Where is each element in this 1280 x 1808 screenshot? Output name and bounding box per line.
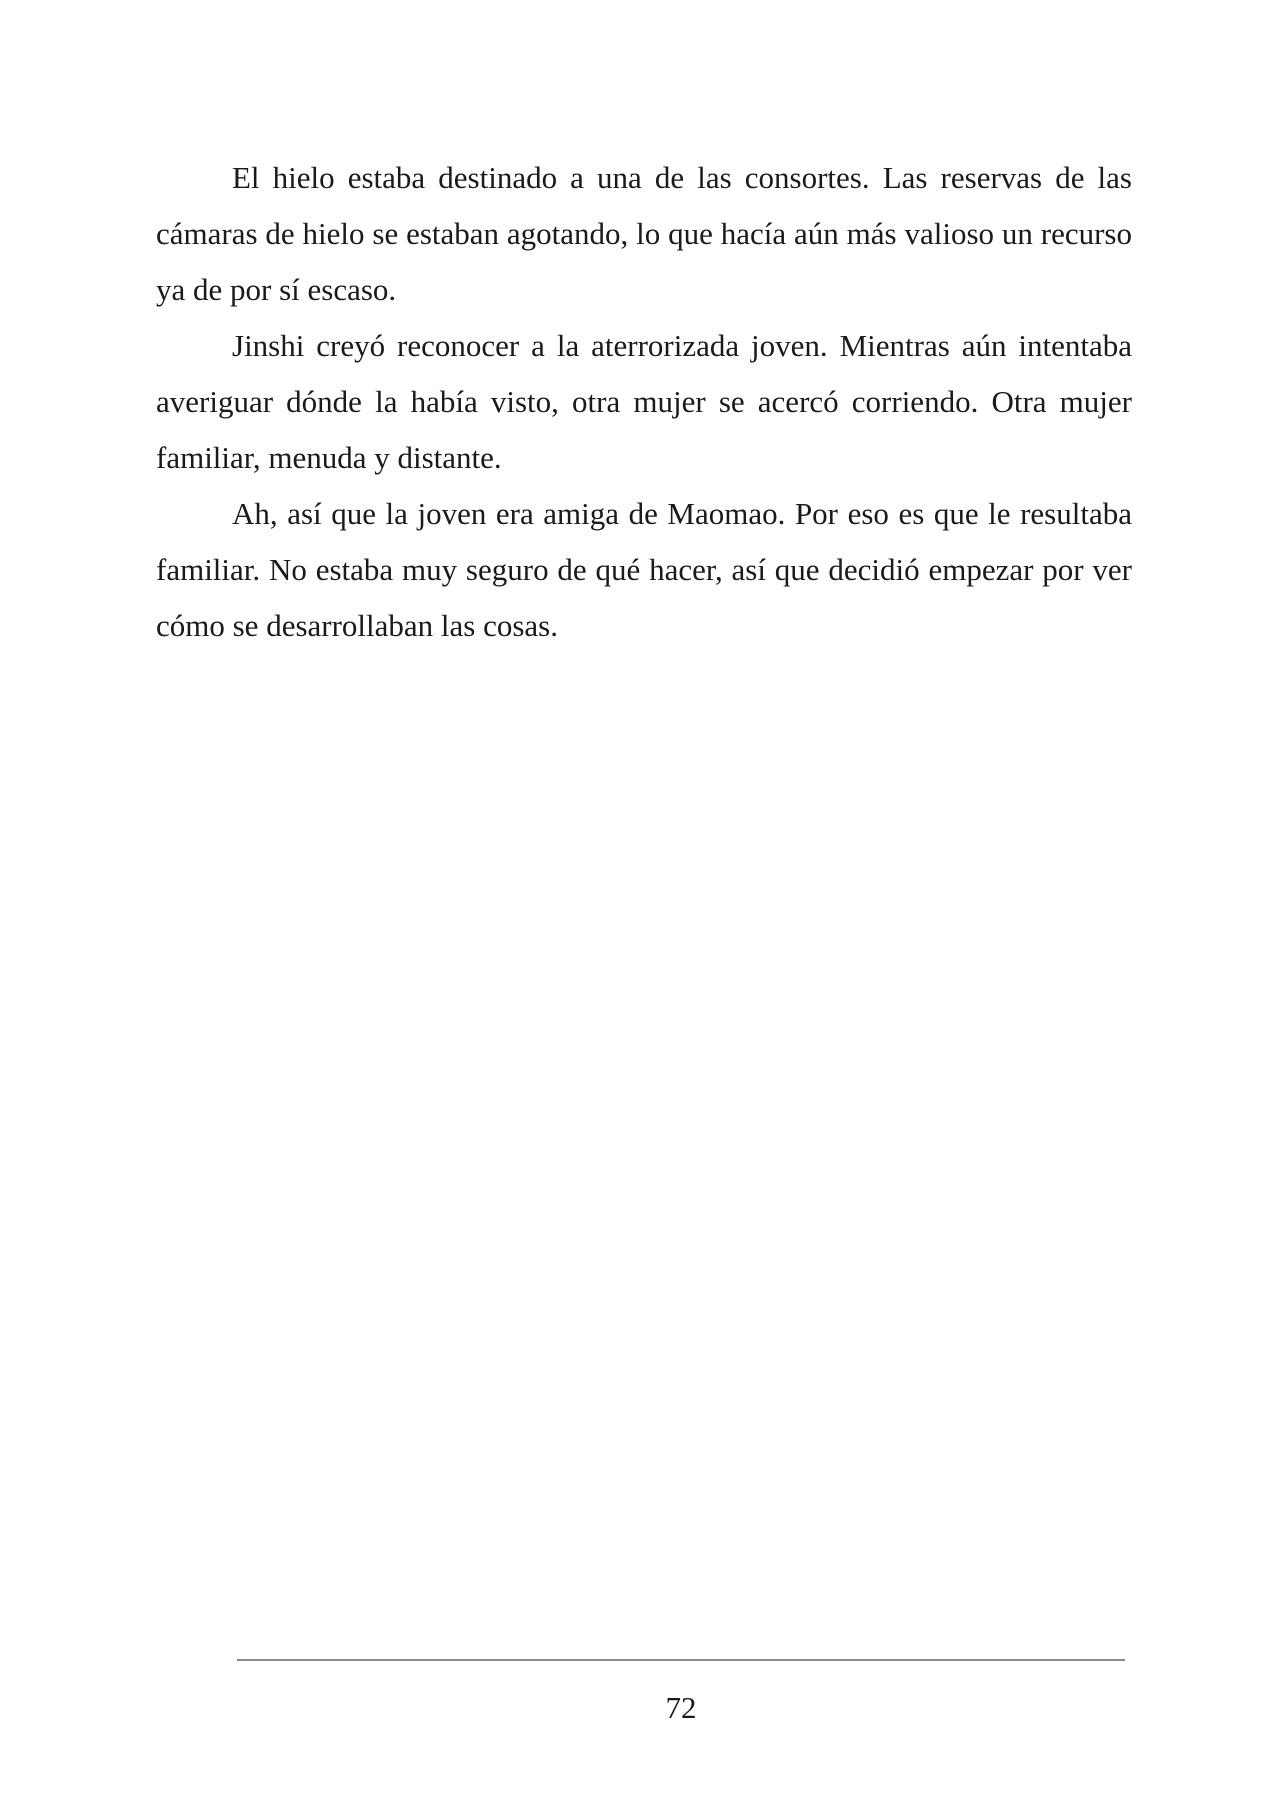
paragraph-1: El hielo estaba destinado a una de las consortes. Las reservas de las cámaras de hielo se estaban agotando, lo que hacía aún más valioso un recurso ya de por sí escaso. (156, 160, 1132, 307)
page-number: 72 (665, 1690, 697, 1725)
paragraph-3: Ah, así que la joven era amiga de Maomao. Por eso es que le resultaba familiar. No estaba muy seguro de qué hacer, así que decidió empezar por ver cómo se desarrollaban las cosas. (156, 496, 1132, 643)
body-text (156, 150, 1132, 654)
footer-divider (237, 1659, 1125, 1661)
paragraph-2: Jinshi creyó reconocer a la aterrorizada joven. Mientras aún intentaba averiguar dónde la había visto, otra mujer se acercó corriendo. Otra mujer familiar, menuda y distante. (156, 328, 1132, 475)
